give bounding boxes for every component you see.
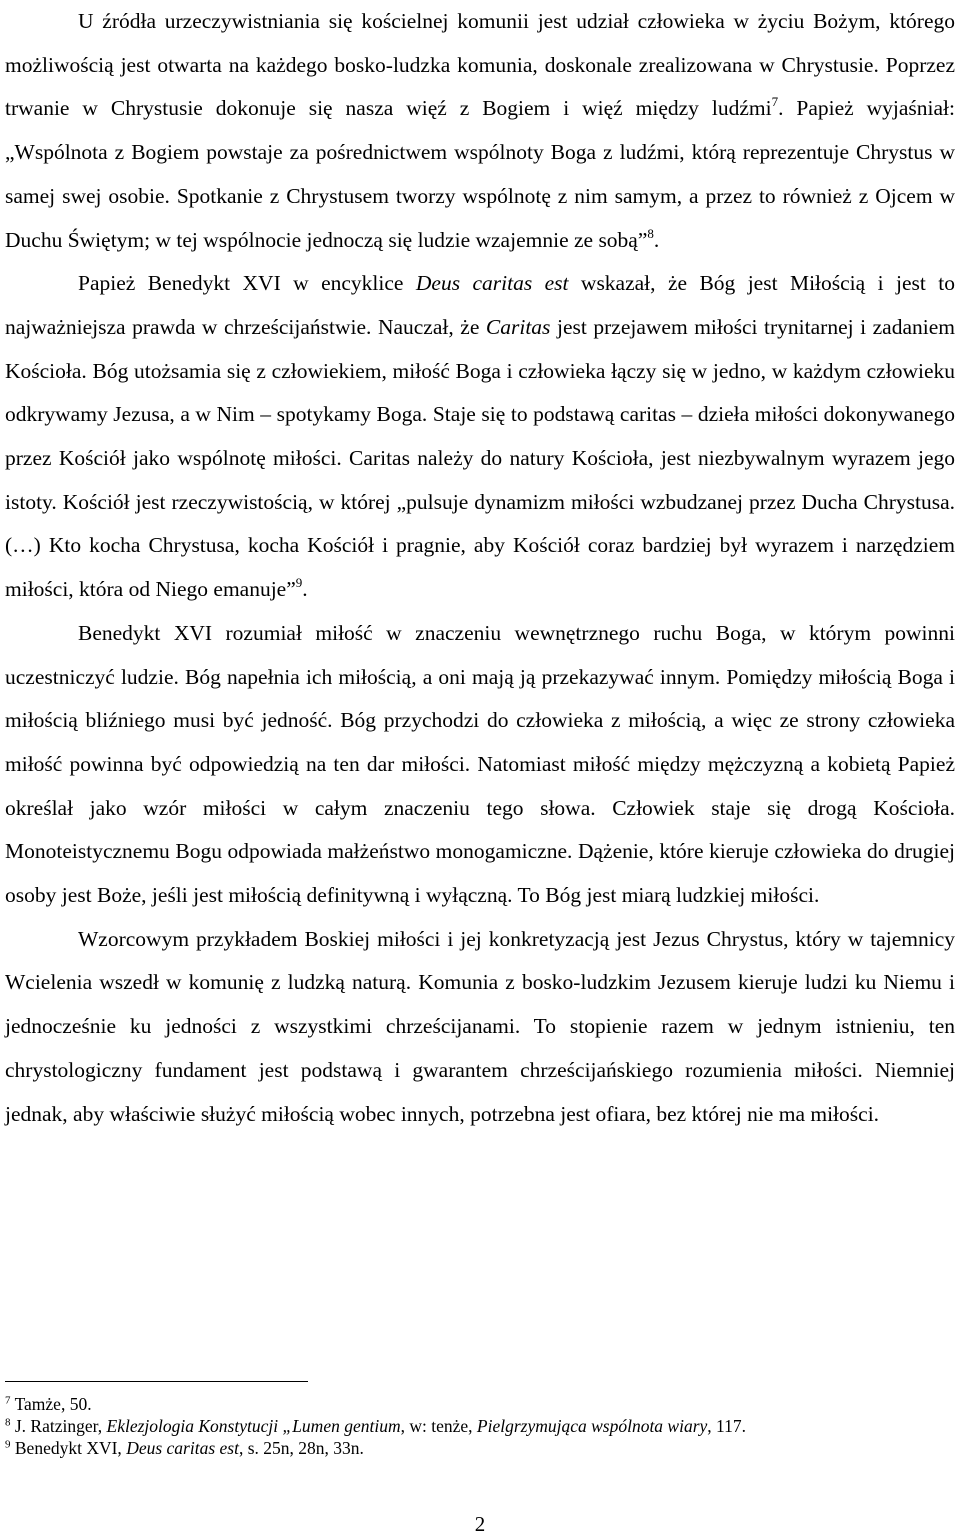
- italic-text: Deus caritas est: [415, 271, 569, 296]
- footnote-number: 7: [5, 1394, 11, 1407]
- italic-text: Caritas: [485, 314, 551, 339]
- text-run: Papież Benedykt XVI w encyklice: [78, 271, 416, 296]
- italic-text: Eklezjologia Konstytucji „Lumen gentium: [106, 1416, 401, 1436]
- text-run: Wzorcowym przykładem Boskiej miłości i jej konkretyzacją jest Jezus Chrystus, który w tajemnicy Wcielenia wszedł w komunię z ludzką naturą. Komunia z bosko-ludzkim Jezusem kieruje ludzi ku Niemu i jednocześnie ku jedności z wszystkimi chrześcijanami. To stopienie razem w jednym istnieniu, ten chrystologiczny fundament jest podstawą i gwarantem chrześcijańskiego rozumienia miłości. Niemniej jednak, aby właściwie służyć miłością wobec innych, potrzebna jest ofiara, bez której nie ma miłości.: [5, 926, 955, 1126]
- text-run: . Papież wyjaśniał: „Wspólnota z Bogiem powstaje za pośrednictwem wspólnoty Boga z ludźmi, którą reprezentuje Chrystus w samej swej osobie. Spotkanie z Chrystusem tworzy wspólnotę z nim samym, a przez to również z Ojcem w Duchu Świętym; w tej wspólnocie jednoczą się ludzie wzajemnie ze sobą”: [5, 96, 956, 252]
- footnote-number: 8: [5, 1416, 11, 1429]
- italic-text: Pielgrzymująca wspólnota wiary: [476, 1416, 708, 1436]
- footnote-reference: 9: [295, 575, 303, 591]
- footnote-reference: 7: [771, 94, 779, 110]
- footnote-reference: 8: [647, 225, 654, 241]
- footnote: [5, 1437, 955, 1459]
- text-run: Benedykt XVI,: [14, 1438, 127, 1458]
- body-text: [5, 0, 955, 1136]
- page-number: 2: [474, 1512, 486, 1536]
- footnote: [5, 1415, 955, 1437]
- text-run: .: [653, 227, 660, 252]
- footnote-number: 9: [5, 1438, 11, 1451]
- text-run: J. Ratzinger,: [14, 1416, 107, 1436]
- paragraph: [5, 262, 955, 612]
- text-run: Tamże, 50.: [14, 1394, 92, 1414]
- italic-text: Deus caritas est: [126, 1438, 239, 1458]
- text-run: , w: tenże,: [400, 1416, 477, 1436]
- text-run: , 117.: [707, 1416, 747, 1436]
- footnotes: [5, 1393, 955, 1459]
- paragraph: [5, 0, 955, 262]
- footnote-separator: [5, 1381, 308, 1382]
- paragraph: [5, 612, 955, 918]
- text-run: Benedykt XVI rozumiał miłość w znaczeniu wewnętrznego ruchu Boga, w którym powinni uczestniczyć ludzie. Bóg napełnia ich miłością, a oni mają ją przekazywać innym. Pomiędzy miłością Boga i miłością bliźniego musi być jedność. Bóg przychodzi do człowieka z miłością, a więc ze strony człowieka miłość powinna być odpowiedzią na ten dar miłości. Natomiast miłość między mężczyzną a kobietą Papież określał jako wzór miłości w całym znaczeniu tego słowa. Człowiek staje się drogą Kościoła. Monoteistycznemu Bogu odpowiada małżeństwo monogamiczne. Dążenie, które kieruje człowieka do drugiej osoby jest Boże, jeśli jest miłością definitywną i wyłączną. To Bóg jest miarą ludzkiej miłości.: [5, 620, 955, 908]
- text-run: wskazał, że Bóg jest Miłością i jest to najważniejsza prawda w chrześcijaństwie. Nauczał, że: [5, 271, 955, 339]
- paragraph: [5, 918, 955, 1137]
- text-run: .: [302, 577, 308, 602]
- text-run: , s. 25n, 28n, 33n.: [238, 1438, 364, 1458]
- footnote: [5, 1393, 955, 1415]
- text-run: U źródła urzeczywistniania się kościelnej komunii jest udział człowieka w życiu Bożym, którego możliwością jest otwarta na każdego bosko-ludzka komunia, doskonale zrealizowana w Chrystusie. Poprzez trwanie w Chrystusie dokonuje się nasza więź z Bogiem i więź między ludźmi: [5, 9, 955, 121]
- text-run: jest przejawem miłości trynitarnej i zadaniem Kościoła. Bóg utożsamia się z człowiekiem, miłość Boga i człowieka łączy się w jedno, w każdym człowieku odkrywamy Jezusa, a w Nim – spotykamy Boga. Staje się to podstawą caritas – dzieła miłości dokonywanego przez Kościół jako wspólnotę miłości. Caritas należy do natury Kościoła, jest niezbywalnym wyrazem jego istoty. Kościół jest rzeczywistością, w której „pulsuje dynamizm miłości wzbudzanej przez Ducha Chrystusa. (…) Kto kocha Chrystusa, kocha Kościół i pragnie, aby Kościół coraz bardziej był wyrazem i narzędziem miłości, która od Niego emanuje”: [5, 314, 955, 602]
